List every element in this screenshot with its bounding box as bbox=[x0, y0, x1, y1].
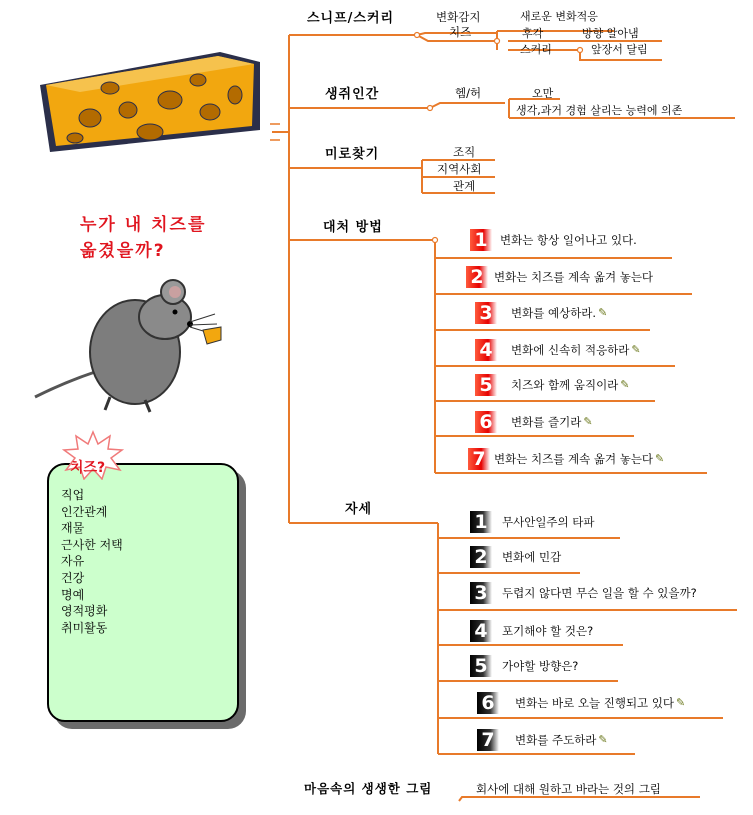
cheese-illustration bbox=[20, 40, 280, 170]
coping-text: 변화에 신속히 적응하라 bbox=[511, 342, 630, 357]
note-icon: ✎ bbox=[620, 378, 630, 391]
branch-coping: 대처 방법 bbox=[323, 220, 383, 235]
leaf-direction: 방향 알아냄 bbox=[582, 27, 639, 40]
attitude-item bbox=[470, 508, 595, 535]
coping-number: 3 bbox=[475, 302, 497, 324]
coping-number: 5 bbox=[475, 374, 497, 396]
list-item: 영적평화 bbox=[61, 604, 108, 619]
leaf-relationship: 관계 bbox=[453, 179, 476, 193]
list-item: 직업 bbox=[61, 488, 85, 502]
note-icon: ✎ bbox=[655, 452, 665, 465]
coping-item bbox=[468, 445, 664, 472]
list-item: 명예 bbox=[61, 587, 85, 602]
leaf-community: 지역사회 bbox=[437, 162, 482, 176]
coping-text: 변화를 즐기라 bbox=[511, 414, 582, 429]
book-title bbox=[80, 212, 206, 264]
attitude-number: 7 bbox=[477, 729, 499, 751]
list-item: 취미활동 bbox=[61, 620, 108, 635]
attitude-item bbox=[477, 689, 685, 716]
attitude-text: 무사안일주의 타파 bbox=[502, 514, 595, 529]
coping-item bbox=[475, 336, 641, 363]
list-item: 인간관계 bbox=[61, 504, 108, 519]
branch-vision: 마음속의 생생한 그림 bbox=[304, 781, 433, 796]
leaf-organization: 조직 bbox=[453, 145, 476, 159]
coping-number: 1 bbox=[470, 229, 492, 251]
attitude-text: 변화를 주도하라 bbox=[515, 732, 597, 747]
mouse-illustration bbox=[25, 272, 225, 422]
leaf-run-ahead: 앞장서 달림 bbox=[591, 43, 648, 56]
leaf-adapt: 새로운 변화적응 bbox=[520, 10, 598, 23]
attitude-number: 3 bbox=[470, 582, 492, 604]
branch-attitude: 자세 bbox=[345, 502, 373, 517]
leaf-smell: 후각 bbox=[522, 27, 544, 40]
list-item: 건강 bbox=[61, 570, 85, 585]
attitude-item bbox=[470, 543, 561, 570]
attitude-number: 1 bbox=[470, 511, 492, 533]
attitude-text: 변화에 민감 bbox=[502, 549, 562, 564]
sub-cheese: 치즈 bbox=[449, 25, 472, 39]
title-line-1: 누가 내 치즈를 bbox=[80, 215, 207, 235]
branch-sniff-scurry: 스니프/스커리 bbox=[307, 11, 395, 26]
leaf-arrogance: 오만 bbox=[532, 87, 554, 100]
attitude-item bbox=[470, 579, 697, 606]
sub-hem-haw: 헴/허 bbox=[455, 86, 482, 100]
attitude-text: 가야할 방향은? bbox=[502, 658, 579, 673]
leaf-scurry: 스커리 bbox=[520, 43, 552, 56]
coping-text: 변화는 치즈를 계속 옮겨 놓는다 bbox=[494, 451, 654, 466]
coping-item bbox=[475, 408, 593, 435]
cheese-list bbox=[61, 487, 123, 636]
attitude-number: 2 bbox=[470, 546, 492, 568]
coping-item bbox=[466, 263, 653, 290]
sub-detect: 변화감지 bbox=[436, 10, 481, 24]
coping-text: 변화는 치즈를 계속 옮겨 놓는다 bbox=[494, 269, 654, 284]
note-icon: ✎ bbox=[583, 415, 593, 428]
coping-number: 4 bbox=[475, 339, 497, 361]
card-badge: 치즈? bbox=[70, 460, 106, 476]
coping-number: 7 bbox=[468, 448, 490, 470]
attitude-number: 4 bbox=[470, 620, 492, 642]
note-icon: ✎ bbox=[631, 343, 641, 356]
vision-text: 회사에 대해 원하고 바라는 것의 그림 bbox=[476, 782, 661, 796]
attitude-item bbox=[477, 726, 608, 753]
attitude-text: 변화는 바로 오늘 진행되고 있다 bbox=[515, 695, 675, 710]
note-icon: ✎ bbox=[598, 306, 608, 319]
coping-number: 2 bbox=[466, 266, 488, 288]
attitude-text: 포기해야 할 것은? bbox=[502, 623, 594, 638]
leaf-past-experience: 생각,과거 경험 살리는 능력에 의존 bbox=[516, 104, 683, 117]
coping-text: 변화는 항상 일어나고 있다. bbox=[500, 232, 637, 247]
coping-number: 6 bbox=[475, 411, 497, 433]
attitude-number: 5 bbox=[470, 655, 492, 677]
cheese-card bbox=[47, 460, 239, 722]
attitude-item bbox=[470, 617, 593, 644]
list-item: 재물 bbox=[61, 521, 85, 536]
branch-mouse-human: 생쥐인간 bbox=[325, 87, 380, 102]
note-icon: ✎ bbox=[598, 733, 608, 746]
branch-maze: 미로찾기 bbox=[325, 147, 380, 162]
coping-item bbox=[475, 371, 630, 398]
list-item: 근사한 저택 bbox=[61, 537, 123, 552]
coping-text: 치즈와 함께 움직이라 bbox=[511, 377, 619, 392]
coping-item bbox=[470, 226, 637, 253]
coping-text: 변화를 예상하라. bbox=[511, 305, 597, 320]
attitude-text: 두렵지 않다면 무슨 일을 할 수 있을까? bbox=[502, 585, 697, 600]
attitude-number: 6 bbox=[477, 692, 499, 714]
coping-item bbox=[475, 299, 607, 326]
title-line-2: 옮겼을까? bbox=[80, 241, 166, 261]
attitude-item bbox=[470, 652, 578, 679]
list-item: 자유 bbox=[61, 554, 85, 569]
note-icon: ✎ bbox=[676, 696, 686, 709]
